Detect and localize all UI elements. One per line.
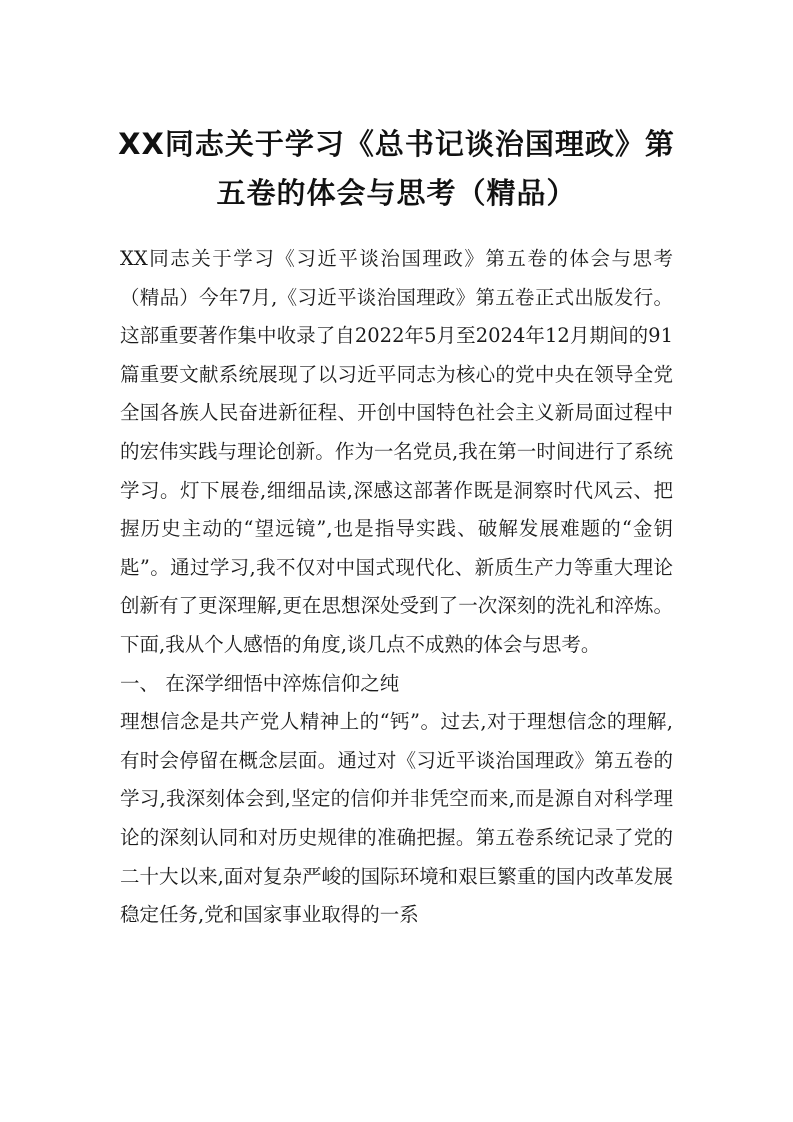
- section-heading-1: 一、 在深学细悟中淬炼信仰之纯: [120, 671, 400, 695]
- section-paragraph-1: 理想信念是共产党人精神上的“钙”。过去,对于理想信念的理解,有时会停留在概念层面。通过对《习近平谈治国理政》第五卷的学习,我深刻体会到,坚定的信仰并非凭空而来,而是源自对科学理论的深刻认同和对历史规律的准确把握。第五卷系统记录了党的二十大以来,面对复杂严峻的国际环境和艰巨繁重的国内改革发展稳定任务,党和国家事业取得的一系: [120, 710, 673, 927]
- document-title: XX同志关于学习《总书记谈治国理政》第五卷的体会与思考（精品）: [118, 127, 675, 210]
- intro-paragraph: XX同志关于学习《习近平谈治国理政》第五卷的体会与思考（精品）今年7月,《习近平谈治国理政》第五卷正式出版发行。这部重要著作集中收录了自2022年5月至2024年12月期间的91篇重要文献系统展现了以习近平同志为核心的党中央在领导全党全国各族人民奋进新征程、开创中国特色社会主义新局面过程中的宏伟实践与理论创新。作为一名党员,我在第一时间进行了系统学习。灯下展卷,细细品读,深感这部著作既是洞察时代风云、把握历史主动的“望远镜”,也是指导实践、破解发展难题的“金钥匙”。通过学习,我不仅对中国式现代化、新质生产力等重大理论创新有了更深理解,更在思想深处受到了一次深刻的洗礼和淬炼。下面,我从个人感悟的角度,谈几点不成熟的体会与思考。: [120, 247, 673, 656]
- document-body: [120, 240, 673, 935]
